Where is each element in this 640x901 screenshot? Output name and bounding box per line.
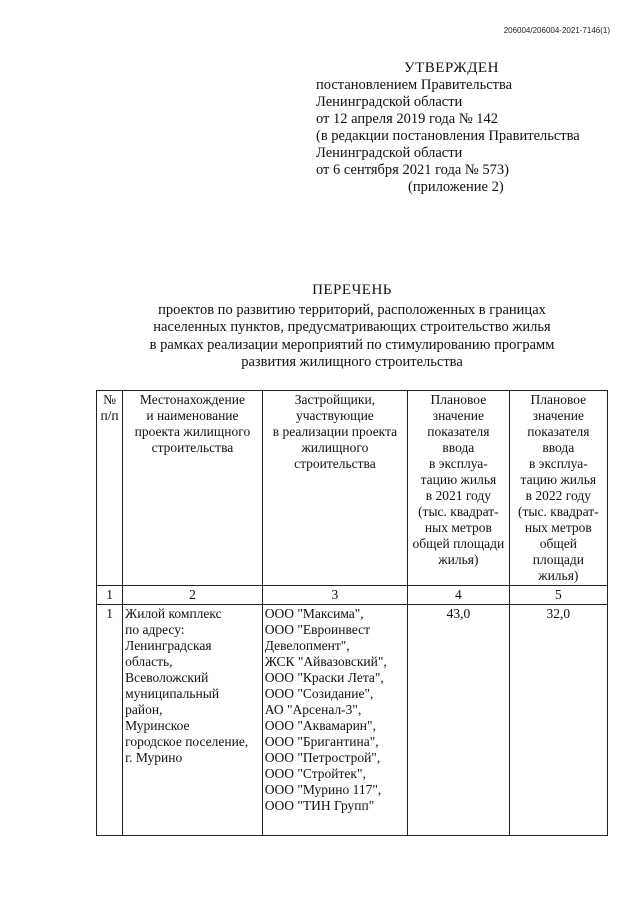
row-location	[123, 605, 263, 836]
cell-line: ООО "Краски Лета",	[264, 670, 384, 685]
cell-line: в эксплуа-	[528, 456, 588, 471]
cell-line: значение	[432, 408, 484, 423]
column-number: 5	[509, 586, 607, 605]
approval-appendix: (приложение 2)	[408, 179, 504, 195]
cell-line: район,	[125, 702, 163, 717]
cell-line: Местонахождение	[139, 392, 245, 407]
cell-line: ООО "Аквамарин",	[264, 718, 376, 733]
cell-line: показателя	[527, 424, 590, 439]
column-number: 1	[97, 586, 123, 605]
cell-line: жилья)	[438, 552, 479, 567]
cell-line: тацию жилья	[420, 472, 497, 487]
approval-line: (в редакции постановления Правительства	[316, 128, 580, 144]
cell-line: ООО "ТИН Групп"	[264, 798, 375, 813]
cell-line: Плановое	[430, 392, 487, 407]
cell-line: жилищного	[301, 440, 369, 455]
header-value-2021	[408, 391, 510, 586]
cell-line: Муринское	[125, 718, 190, 733]
cell-line: проекта жилищного	[134, 424, 251, 439]
cell-line: область,	[125, 654, 173, 669]
heading-line: проектов по развитию территорий, расположенных в границах	[158, 301, 546, 318]
cell-line: ООО "Созидание",	[264, 686, 374, 701]
row-value-2022: 32,0	[509, 605, 607, 836]
cell-line: Застройщики,	[294, 392, 376, 407]
heading-line: развития жилищного строительства	[241, 354, 463, 370]
cell-line: Всеволожский	[125, 670, 209, 685]
cell-line: ООО "Максима",	[264, 606, 364, 621]
cell-line: ЖСК "Айвазовский",	[264, 654, 387, 669]
cell-line: муниципальный	[125, 686, 220, 701]
approval-line: от 12 апреля 2019 года № 142	[316, 111, 499, 127]
document-id: 206004/206004-2021-7146(1)	[503, 26, 610, 35]
row-num: 1	[97, 605, 123, 836]
document-heading	[96, 282, 608, 372]
column-number: 2	[123, 586, 263, 605]
column-number: 3	[262, 586, 407, 605]
cell-line: городское поселение,	[125, 734, 249, 749]
column-numbers-row	[97, 586, 608, 605]
cell-line: в эксплуа-	[428, 456, 488, 471]
cell-line: ных метров	[524, 520, 592, 535]
row-developers	[262, 605, 407, 836]
cell-line: в 2021 году	[425, 488, 492, 503]
approval-line: от 6 сентября 2021 года № 573)	[316, 162, 509, 178]
cell-line: ООО "Бригантина",	[264, 734, 379, 749]
header-value-2022	[509, 391, 607, 586]
approval-title: УТВЕРЖДЕН	[404, 60, 499, 76]
cell-line: строительства	[294, 456, 376, 471]
cell-line: площади	[532, 552, 584, 567]
cell-line: г. Мурино	[125, 750, 183, 765]
cell-line: жилья)	[538, 568, 579, 583]
cell-line: показателя	[427, 424, 490, 439]
header-num	[97, 391, 123, 586]
cell-line: общей	[539, 536, 577, 551]
cell-line: АО "Арсенал-3",	[264, 702, 362, 717]
projects-table	[96, 390, 608, 836]
cell-line: ввода	[542, 440, 575, 455]
heading-line: в рамках реализации мероприятий по стимулированию программ	[149, 336, 555, 353]
table-header-row	[97, 391, 608, 586]
cell-line: ввода	[442, 440, 475, 455]
cell-line: в 2022 году	[525, 488, 591, 503]
approval-stamp	[316, 60, 616, 196]
cell-line: ООО "Стройтек",	[264, 766, 366, 781]
cell-line: и наименование	[146, 408, 239, 423]
approval-line: Ленинградской области	[316, 145, 463, 161]
cell-line: тацию жилья	[520, 472, 597, 487]
cell-line: строительства	[151, 440, 234, 455]
cell-line: участвующие	[296, 408, 374, 423]
cell-line: в реализации проекта	[272, 424, 398, 439]
cell-line: (тыс. квадрат-	[518, 504, 599, 519]
cell-line: общей площади	[412, 536, 505, 551]
cell-line: ООО "Евроинвест	[264, 622, 370, 637]
cell-line: Девелопмент",	[264, 638, 350, 653]
cell-line: Жилой комплекс	[125, 606, 222, 621]
cell-line: ООО "Петрострой",	[264, 750, 381, 765]
heading-line: населенных пунктов, предусматривающих строительство жилья	[153, 319, 551, 335]
cell-line: значение	[532, 408, 584, 423]
header-location	[123, 391, 263, 586]
approval-line: постановлением Правительства	[316, 77, 513, 93]
table-row	[97, 605, 608, 836]
cell-line: п/п	[100, 408, 119, 423]
cell-line: №	[103, 392, 116, 407]
cell-line: (тыс. квадрат-	[418, 504, 499, 519]
row-value-2021: 43,0	[408, 605, 510, 836]
cell-line: по адресу:	[125, 622, 185, 637]
cell-line: ООО "Мурино 117",	[264, 782, 382, 797]
header-developers	[262, 391, 407, 586]
heading-title: ПЕРЕЧЕНЬ	[312, 282, 392, 298]
column-number: 4	[408, 586, 510, 605]
cell-line: Ленинградская	[125, 638, 212, 653]
cell-line: ных метров	[424, 520, 492, 535]
cell-line: Плановое	[530, 392, 587, 407]
approval-line: Ленинградской области	[316, 94, 463, 110]
